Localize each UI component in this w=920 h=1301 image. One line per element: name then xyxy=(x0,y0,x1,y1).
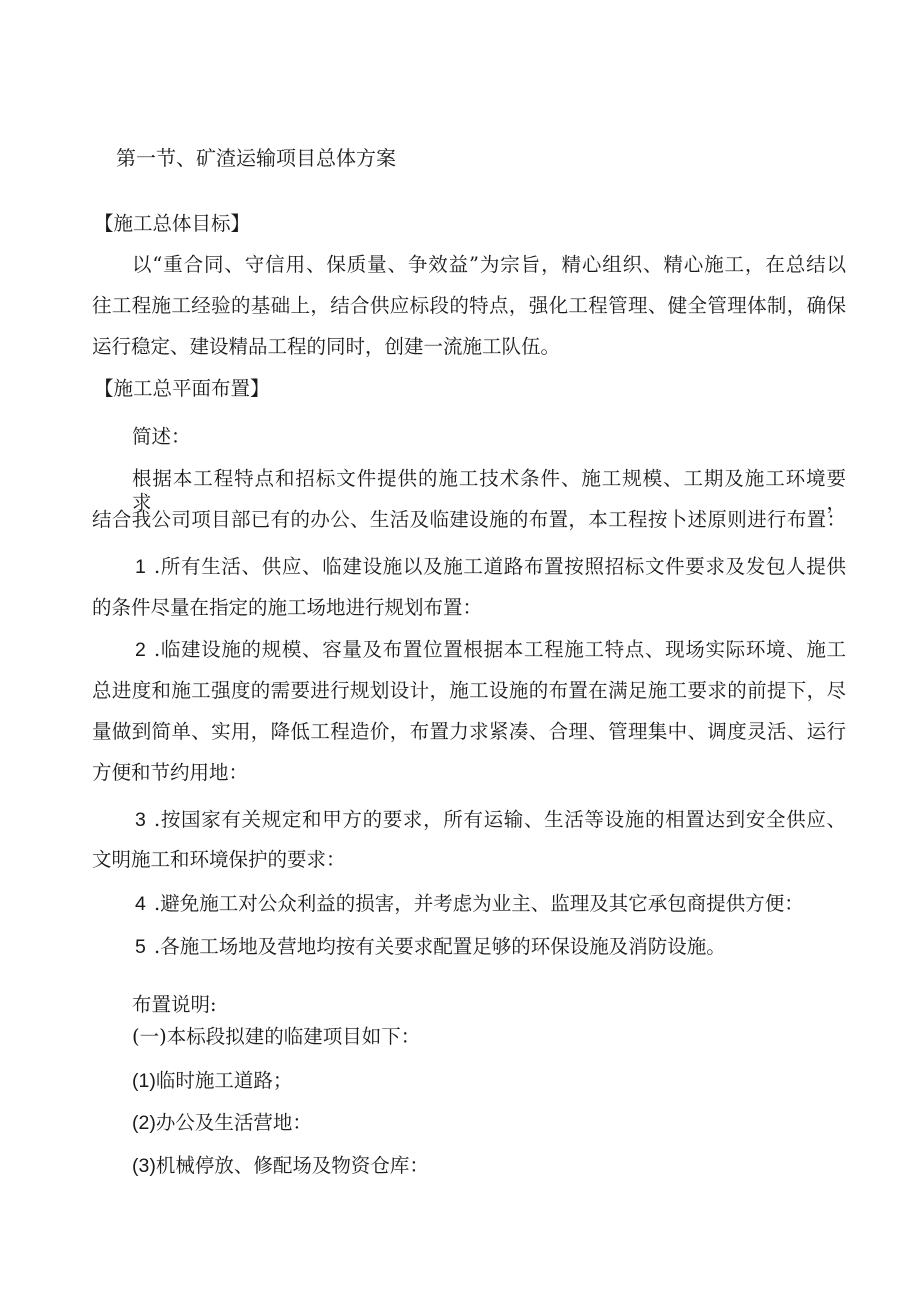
temp-item-1 xyxy=(132,1069,292,1093)
temp-item-2-number: (2) xyxy=(132,1112,156,1134)
principle-3-number: 3 xyxy=(135,809,146,831)
temp-facilities-heading: (一)本标段拟建的临建项目如下： xyxy=(132,1025,421,1048)
temp-item-1-text: 临时施工道路； xyxy=(155,1069,293,1092)
section-title: 第一节、矿渣运输项目总体方案 xyxy=(116,146,396,170)
temp-item-1-number: (1) xyxy=(132,1070,156,1092)
principle-2-line-4: 方便和节约用地： xyxy=(92,761,249,784)
principle-2-line-3: 量做到简单、实用，降低工程造价，布置力求紧凑、合理、管理集中、调度灵活、运行 xyxy=(92,720,846,743)
principle-5-number: 5 xyxy=(135,936,146,958)
principle-3-line-1: .按国家有关规定和甲方的要求，所有运输、生活等设施的相置达到安全供应、 xyxy=(154,808,846,831)
temp-item-2 xyxy=(132,1111,312,1135)
goal-paragraph-line-3: 运行稳定、建设精品工程的同时，创建一流施工队伍。 xyxy=(92,335,561,358)
goal-paragraph-line-2: 往工程施工经验的基础上，结合供应标段的特点，强化工程管理、健全管理体制，确保 xyxy=(92,294,846,317)
temp-item-2-text: 办公及生活营地： xyxy=(155,1111,312,1134)
overview-paragraph-line-2: 结合我公司项目部已有的办公、生活及临建设施的布置，本工程按卜述原则进行布置： xyxy=(92,508,846,531)
notes-label: 布置说明: xyxy=(132,993,217,1016)
principle-2-line-1: .临建设施的规模、容量及布置位置根据本工程施工特点、现场实际环境、施工 xyxy=(154,638,846,661)
goal-paragraph-line-1: 以“重合同、守信用、保质量、争效益”为宗旨，精心组织、精心施工，在总结以 xyxy=(132,253,846,276)
principle-2-number: 2 xyxy=(135,639,146,661)
temp-item-3-number: (3) xyxy=(132,1155,156,1177)
principle-4-line-1: .避免施工对公众利益的损害，并考虑为业主、监理及其它承包商提供方便： xyxy=(154,892,804,915)
principle-1-line-2: 的条件尽量在指定的施工场地进行规划布置： xyxy=(92,596,483,619)
temp-item-3 xyxy=(132,1154,429,1178)
temp-item-3-text: 机械停放、修配场及物资仓库： xyxy=(155,1154,429,1177)
layout-heading: 【施工总平面布置】 xyxy=(94,377,270,400)
principle-2-line-2: 总进度和施工强度的需要进行规划设计，施工设施的布置在满足施工要求的前提下，尽 xyxy=(92,679,846,702)
principle-1-number: 1 xyxy=(135,556,146,578)
principle-1-line-1: .所有生活、供应、临建设施以及施工道路布置按照招标文件要求及发包人提供 xyxy=(154,555,846,578)
goal-heading: 【施工总体目标】 xyxy=(94,212,251,235)
overview-label: 简述： xyxy=(132,425,191,448)
principle-3-line-2: 文明施工和环境保护的要求： xyxy=(92,848,346,871)
principle-5-line-1: .各施工场地及营地均按有关要求配置足够的环保设施及消防设施。 xyxy=(154,935,726,958)
overview-paragraph-line-1: 根据本工程特点和招标文件提供的施工技术条件、施工规模、工期及施工环境要求， xyxy=(132,467,846,514)
principle-4-number: 4 xyxy=(135,893,146,915)
